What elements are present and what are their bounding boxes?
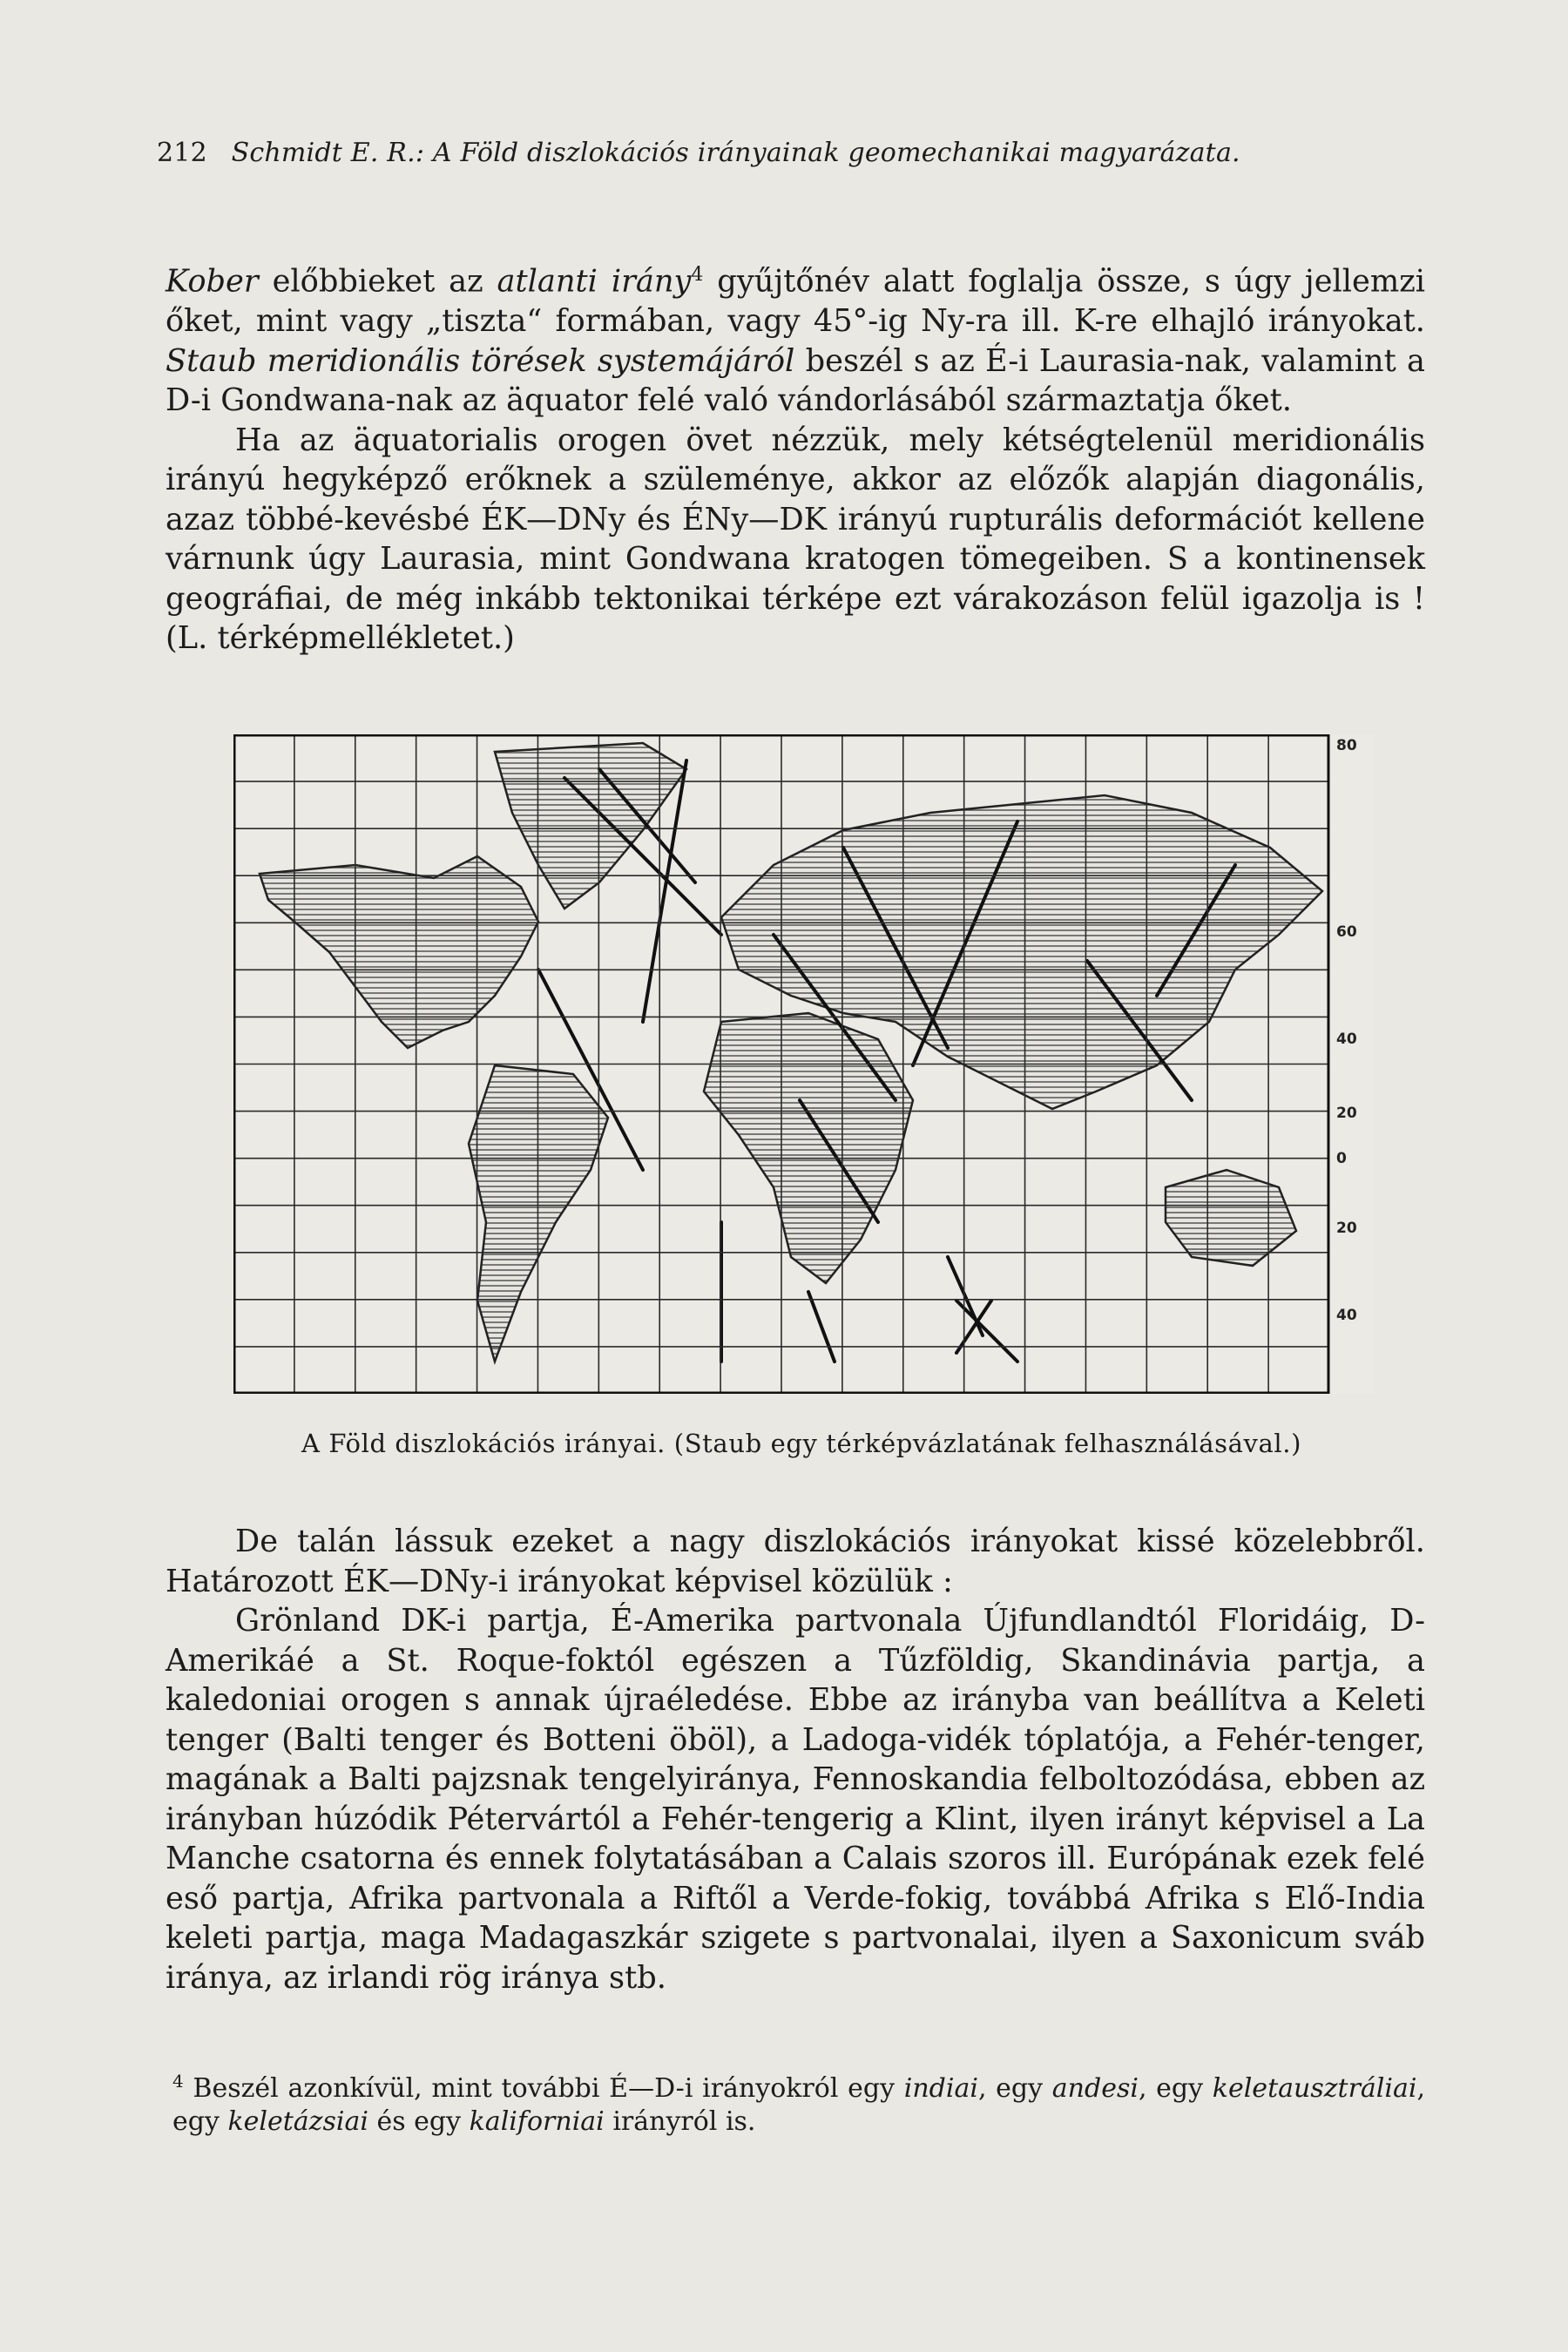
dislocation-map-figure <box>233 734 1375 1394</box>
page-number: 212 <box>157 138 207 168</box>
text-span: előbbieket az <box>258 263 497 300</box>
text-span: , egy <box>977 2073 1052 2104</box>
latitude-label: 20 <box>1336 1220 1357 1237</box>
running-header <box>157 138 1240 168</box>
latitude-label: 40 <box>1336 1307 1357 1324</box>
world-map <box>233 734 1375 1394</box>
text-span: irányról is. <box>604 2106 756 2137</box>
footnote-marker: 4 <box>172 2071 184 2092</box>
text-span: Beszél azonkívül, mint további É—D-i irányokról egy <box>183 2073 904 2104</box>
text-span: , egy <box>172 2073 1426 2137</box>
term-italic: keletausztráliai <box>1212 2073 1417 2104</box>
text-span: gyűjtőnév alatt foglalja össze, s úgy jellemzi őket, mint vagy „tiszta“ formában, vagy 45°-ig Ny-ra ill. K-re elhajló irányokat. <box>166 263 1426 340</box>
latitude-label: 0 <box>1336 1150 1347 1167</box>
term-italic: atlanti irány <box>497 263 692 300</box>
term-italic: indiai <box>903 2073 978 2104</box>
paragraph-orogen: Ha az äquatorialis orogen övet nézzük, mely kétségtelenül meridionális irányú hegyképző erőknek a szüleménye, akkor az előzők alapján diagonális, azaz többé-kevésbé ÉK—DNy és ÉNy—DK irányú rupturális deformációt kellene várnunk úgy Laurasia, mint Gondwana kratogen tömegeiben. S a kontinensek geográfiai, de még inkább tektonikai térképe ezt várakozáson felül igazolja is ! (L. térképmellékletet.) <box>166 422 1425 657</box>
footnote-ref: 4 <box>691 264 704 286</box>
term-italic: andesi <box>1051 2073 1139 2104</box>
footnote <box>172 2065 1425 2139</box>
latitude-label: 80 <box>1336 737 1357 754</box>
author-name: Staub <box>166 342 257 379</box>
author-name: Kober <box>166 263 259 300</box>
term-italic: kaliforniai <box>469 2106 605 2137</box>
text-span: és egy <box>368 2106 470 2137</box>
latitude-label: 20 <box>1336 1105 1357 1122</box>
latitude-label: 40 <box>1336 1031 1357 1048</box>
text-block-bottom <box>166 1522 1425 1997</box>
figure-caption: A Föld diszlokációs irányai. (Staub egy térképvázlatának felhasználásával.) <box>301 1429 1301 1458</box>
paragraph-ne-sw: Grönland DK-i partja, É-Amerika partvonala Újfundlandtól Floridáig, D-Amerikáé a St. Roque-foktól egészen a Tűzföldig, Skandinávia partja, a kaledoniai orogen s annak újraéledése. Ebbe az irányba van beállítva a Keleti tenger (Balti tenger és Botteni öböl), a Ladoga-vidék tóplatója, a Fehér-tenger, magának a Balti pajzsnak tengelyiránya, Fennoskandia felboltozódása, ebben az irányban húzódik Pétervártól a Fehér-tengerig a Klint, ilyen irányt képvisel a La Manche csatorna és ennek folytatásában a Calais szoros ill. Európának ezek felé eső partja, Afrika partvonala a Riftől a Verde-fokig, továbbá Afrika s Elő-India keleti partja, maga Madagaszkár szigete s partvonalai, ilyen a Saxonicum sváb iránya, az irlandi rög iránya stb. <box>166 1603 1425 1996</box>
latitude-label: 60 <box>1336 923 1357 941</box>
running-title: Schmidt E. R.: A Föld diszlokációs irányainak geomechanikai magyarázata. <box>231 138 1240 168</box>
term-italic: meridionális törések systemájáról <box>256 342 795 379</box>
text-span: beszél s az É-i Laurasia-nak, valamint a D-i Gondwana-nak az äquator felé való vándorlásából származtatja őket. <box>166 342 1425 419</box>
text-span: , egy <box>1138 2073 1213 2104</box>
text-block-top <box>166 255 1425 659</box>
paragraph-intro: De talán lássuk ezeket a nagy diszlokációs irányokat kissé közelebbről. Határozott ÉK—DNy-i irányokat képvisel közülük : <box>166 1524 1425 1599</box>
paragraph-kober <box>166 255 1425 421</box>
term-italic: keletázsiai <box>227 2106 368 2137</box>
